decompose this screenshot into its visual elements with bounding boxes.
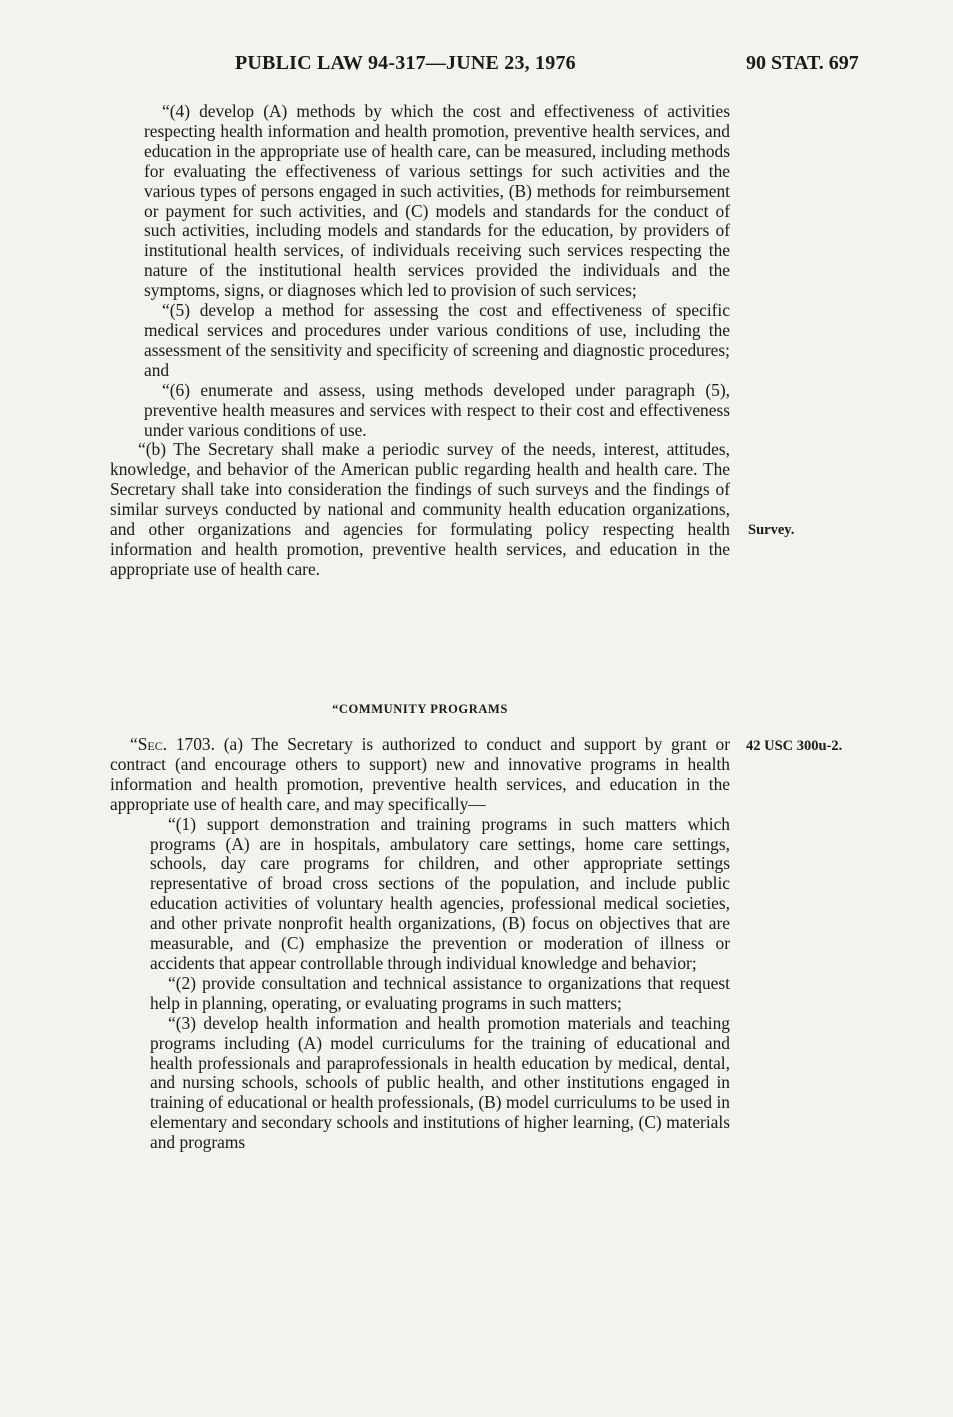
statute-page-number: 90 STAT. 697: [746, 52, 859, 74]
running-head-title: PUBLIC LAW 94-317—JUNE 23, 1976: [235, 52, 576, 74]
sec1703-paragraph-3: “(3) develop health information and health promotion materials and teaching programs including (A) model curriculums for the training of educational and health professionals and paraprofessionals in health education by medical, dental, and nursing schools, schools of public health, and other institutions engaged in training of educational or health professionals, (B) model curriculums to be used in elementary and secondary schools and institutions of higher learning, (C) materials and programs: [150, 1012, 730, 1153]
paragraph-6: “(6) enumerate and assess, using methods developed under paragraph (5), preventive health measures and services with respect to their cost and effectiveness under various conditions of use.: [144, 379, 730, 440]
subsection-b: “(b) The Secretary shall make a periodic survey of the needs, interest, attitudes, knowledge, and behavior of the American public regarding health and health care. The Secretary shall take into consideration the findings of such surveys and the findings of similar surveys conducted by national and community health education organizations, and other organizations and agencies for formulating policy respecting health information and health promotion, preventive health services, and education in the appropriate use of health care.: [110, 439, 730, 579]
sec1703-paragraph-2: “(2) provide consultation and technical assistance to organizations that request help in planning, operating, or evaluating programs in such matters;: [150, 972, 730, 1013]
section-1703: [110, 735, 730, 1153]
section-a-continuation: [110, 102, 730, 580]
page-header: [0, 52, 953, 80]
section-1703-intro-text: 1703. (a) The Secretary is authorized to conduct and support by grant or contract (and encourage others to support) new and innovative programs in health information and health promotion, preventive health services, and education in the appropriate use of health care, and may specifically—: [110, 734, 730, 814]
section-heading-community-programs: “COMMUNITY PROGRAMS: [332, 702, 508, 716]
margin-note-survey: Survey.: [748, 522, 795, 538]
margin-note-usc-citation: 42 USC 300u-2.: [746, 738, 843, 754]
sec1703-paragraph-1: “(1) support demonstration and training programs in such matters which programs (A) are in hospitals, ambulatory care settings, home care settings, schools, day care programs for children, and other appropriate settings representative of broad cross sections of the population, and include public education activities of voluntary health agencies, professional medical societies, and other private nonprofit health organizations, (B) focus on objectives that are measurable, and (C) emphasize the prevention or moderation of illness or accidents that appear controllable through individual knowledge and behavior;: [150, 813, 730, 973]
paragraph-4: “(4) develop (A) methods by which the cost and effectiveness of activities respecting health information and health promotion, preventive health services, and education in the appropriate use of health care, can be measured, including methods for evaluating the effectiveness of various settings for such activities and the various types of persons engaged in such activities, (B) methods for reimbursement or payment for such activities, and (C) models and standards for the conduct of such activities, including models and standards for the education, by providers of institutional health services, of individuals receiving such services respecting the nature of the institutional health services provided the individuals and the symptoms, signs, or diagnoses which led to provision of such services;: [144, 101, 730, 301]
sec-label: “Sec.: [130, 734, 168, 754]
paragraph-5: “(5) develop a method for assessing the cost and effectiveness of specific medical services and procedures under various conditions of use, including the assessment of the sensitivity and specificity of screening and diagnostic procedures; and: [144, 300, 730, 380]
section-1703-intro: [110, 735, 730, 815]
